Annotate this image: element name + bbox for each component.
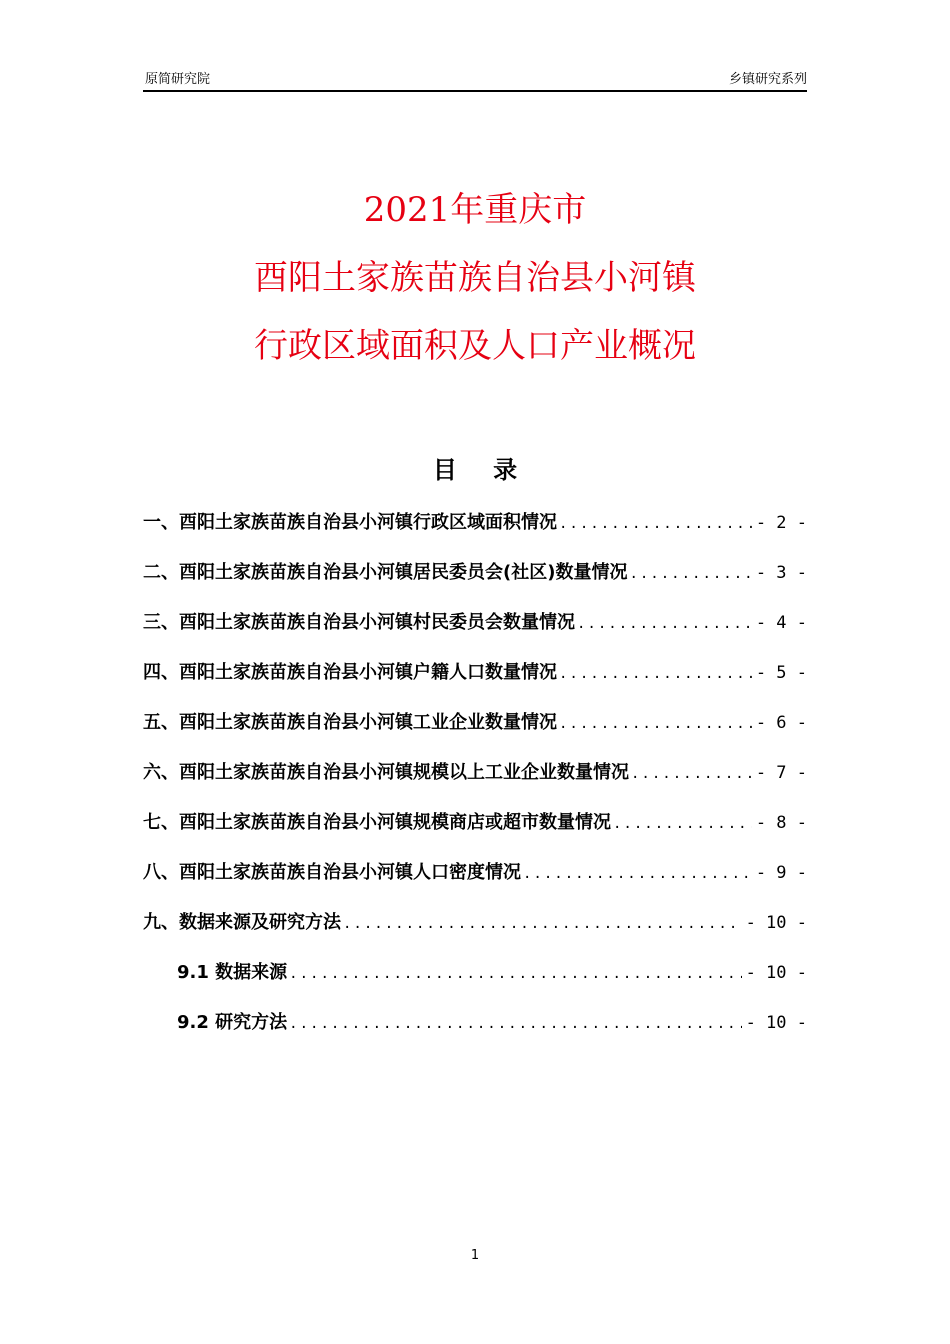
toc-subentry-9-2[interactable]	[143, 998, 807, 1048]
toc-dot-leader	[575, 599, 752, 648]
toc-dot-leader	[341, 899, 742, 948]
toc-entry-page: - 10 -	[745, 913, 807, 933]
toc-dot-leader	[627, 549, 751, 598]
toc-entry-7[interactable]	[143, 798, 807, 848]
toc-entry-page: - 8 -	[755, 813, 807, 833]
toc-dot-leader	[611, 799, 752, 848]
toc-entry-label: 八、酉阳土家族苗族自治县小河镇人口密度情况	[143, 862, 521, 883]
toc-entry-page: - 10 -	[745, 963, 807, 983]
toc-entry-6[interactable]	[143, 748, 807, 798]
toc-entry-label: 六、酉阳土家族苗族自治县小河镇规模以上工业企业数量情况	[143, 762, 629, 783]
toc-dot-leader	[557, 649, 752, 698]
toc-entry-page: - 9 -	[755, 863, 807, 883]
toc-entry-label: 一、酉阳土家族苗族自治县小河镇行政区域面积情况	[143, 512, 557, 533]
toc-entry-5[interactable]	[143, 698, 807, 748]
toc-entry-page: - 5 -	[755, 663, 807, 683]
toc-entry-label: 二、酉阳土家族苗族自治县小河镇居民委员会(社区)数量情况	[143, 562, 628, 583]
header-org: 原简研究院	[145, 72, 211, 87]
toc-heading: 目 录	[432, 456, 532, 484]
toc-entry-8[interactable]	[143, 848, 807, 898]
toc-dot-leader	[629, 749, 752, 798]
title-line-3: 行政区域面积及人口产业概况	[254, 326, 696, 366]
toc-dot-leader	[287, 999, 741, 1048]
toc-dot-leader	[557, 499, 752, 548]
table-of-contents	[143, 498, 807, 1048]
toc-entry-page: - 7 -	[755, 763, 807, 783]
toc-entry-label: 七、酉阳土家族苗族自治县小河镇规模商店或超市数量情况	[143, 812, 611, 833]
toc-entry-label: 四、酉阳土家族苗族自治县小河镇户籍人口数量情况	[143, 662, 557, 683]
toc-entry-page: - 2 -	[755, 513, 807, 533]
toc-entry-label: 9.2 研究方法	[177, 1012, 288, 1033]
title-line-1: 2021年重庆市	[363, 190, 587, 230]
toc-entry-label: 9.1 数据来源	[177, 962, 288, 983]
toc-entry-label: 五、酉阳土家族苗族自治县小河镇工业企业数量情况	[143, 712, 557, 733]
toc-dot-leader	[287, 949, 741, 998]
toc-entry-label: 三、酉阳土家族苗族自治县小河镇村民委员会数量情况	[143, 612, 575, 633]
toc-entry-page: - 4 -	[755, 613, 807, 633]
toc-entry-label: 九、数据来源及研究方法	[143, 912, 341, 933]
toc-entry-3[interactable]	[143, 598, 807, 648]
page-number: 1	[470, 1248, 480, 1263]
toc-entry-4[interactable]	[143, 648, 807, 698]
toc-entry-1[interactable]	[143, 498, 807, 548]
header-series: 乡镇研究系列	[728, 72, 807, 87]
toc-entry-9[interactable]	[143, 898, 807, 948]
title-line-2: 酉阳土家族苗族自治县小河镇	[254, 258, 696, 298]
toc-entry-page: - 6 -	[755, 713, 807, 733]
toc-entry-page: - 3 -	[755, 563, 807, 583]
page-header	[143, 66, 807, 92]
toc-entry-2[interactable]	[143, 548, 807, 598]
document-title	[0, 176, 950, 380]
toc-dot-leader	[557, 699, 752, 748]
toc-dot-leader	[521, 849, 752, 898]
toc-entry-page: - 10 -	[745, 1013, 807, 1033]
toc-subentry-9-1[interactable]	[143, 948, 807, 998]
